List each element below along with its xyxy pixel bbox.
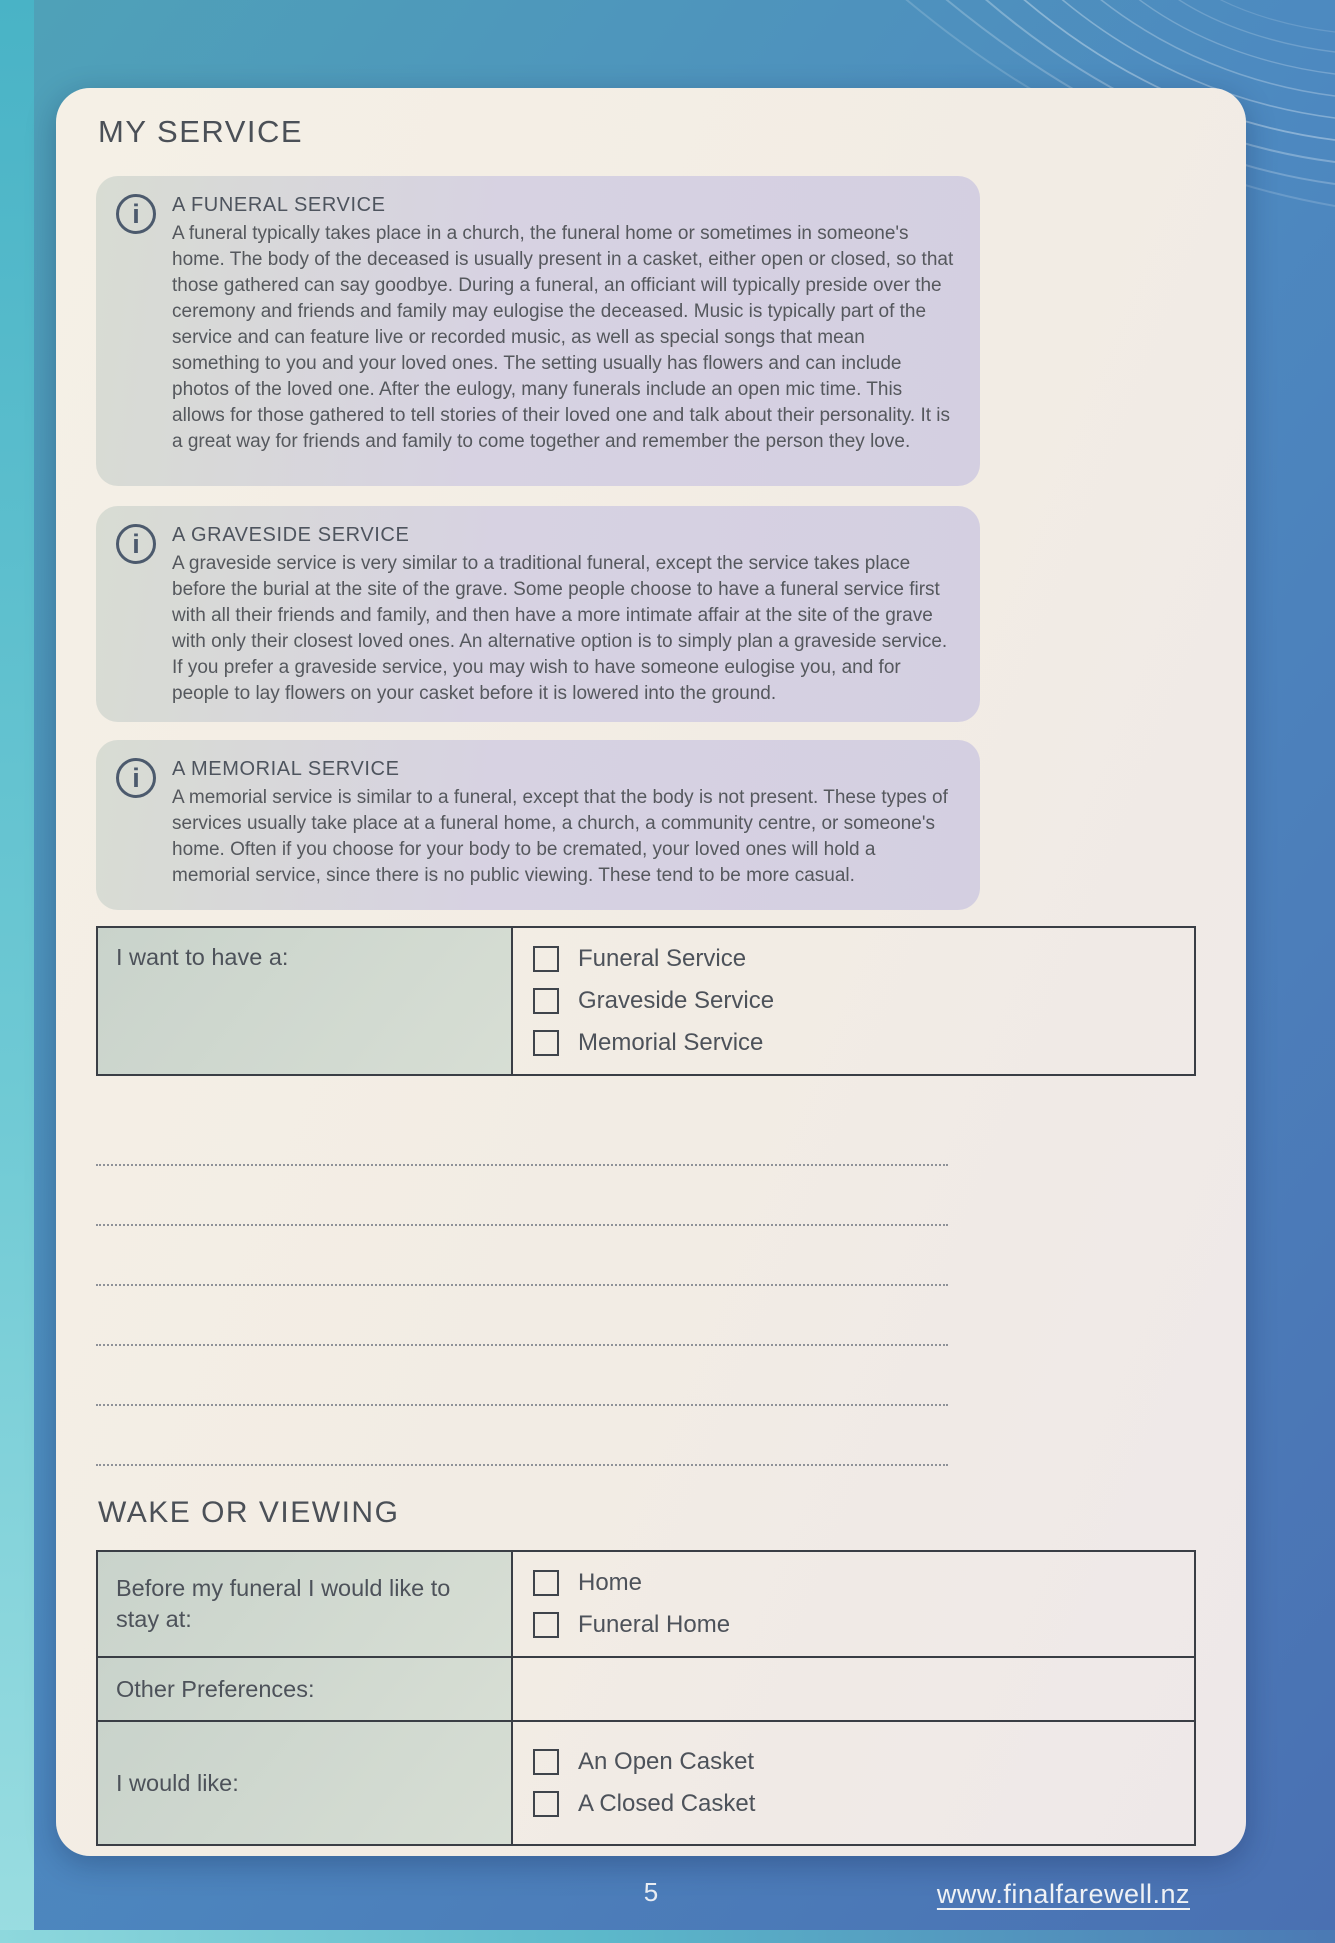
wake-viewing-table	[96, 1550, 1196, 1846]
checkbox-label: Graveside Service	[578, 987, 775, 1014]
wake-row-label: Other Preferences:	[98, 1658, 513, 1720]
wake-row-options	[513, 1722, 1194, 1844]
checkbox-home[interactable]	[533, 1570, 559, 1596]
service-table-label: I want to have a:	[98, 928, 513, 1074]
wake-row-label: Before my funeral I would like to stay at:	[98, 1552, 513, 1656]
checkbox-label: An Open Casket	[578, 1748, 755, 1775]
table-row	[98, 1552, 1194, 1658]
website-link[interactable]: www.finalfarewell.nz	[936, 1879, 1190, 1909]
info-box-memorial-service	[96, 740, 980, 910]
book-bottom-edge	[0, 1930, 1335, 1943]
checkbox-memorial-service[interactable]	[533, 1030, 559, 1056]
option-closed-casket	[533, 1790, 1174, 1818]
service-table-options	[513, 928, 1194, 1074]
option-home	[533, 1569, 1174, 1597]
info-box-heading: A FUNERAL SERVICE	[172, 194, 386, 216]
option-memorial-service	[533, 1029, 1174, 1057]
content-card	[56, 88, 1246, 1856]
wake-row-options	[513, 1552, 1194, 1656]
checkbox-label: Funeral Home	[578, 1611, 731, 1638]
info-box-body: A graveside service is very similar to a traditional funeral, except the service takes place before the burial at the site of the grave. Some people choose to have a funeral service first with all their friends and family, and then have a more intimate affair at the site of the grave with only their closest loved ones. An alternative option is to simply plan a graveside service. If you prefer a graveside service, you may wish to have someone eulogise you, and for people to lay flowers on your casket before it is lowered into the ground.	[172, 553, 948, 704]
writing-line[interactable]	[96, 1106, 948, 1166]
info-box-heading: A MEMORIAL SERVICE	[172, 758, 400, 780]
wake-section-title: WAKE OR VIEWING	[98, 1496, 400, 1529]
page-title: MY SERVICE	[98, 114, 304, 149]
info-box-graveside-service	[96, 506, 980, 722]
info-box-funeral-service	[96, 176, 980, 486]
checkbox-open-casket[interactable]	[533, 1749, 559, 1775]
writing-line[interactable]	[96, 1406, 948, 1466]
checkbox-closed-casket[interactable]	[533, 1791, 559, 1817]
writing-line[interactable]	[96, 1226, 948, 1286]
book-spine	[0, 0, 34, 1943]
service-selection-table	[96, 926, 1196, 1076]
option-graveside-service	[533, 987, 1174, 1015]
table-row	[98, 1658, 1194, 1722]
checkbox-funeral-service[interactable]	[533, 946, 559, 972]
writing-line[interactable]	[96, 1166, 948, 1226]
checkbox-label: Funeral Service	[578, 945, 747, 972]
table-row	[98, 1722, 1194, 1844]
wake-row-label: I would like:	[98, 1722, 513, 1844]
writing-line[interactable]	[96, 1286, 948, 1346]
info-box-body: A memorial service is similar to a funeral, except that the body is not present. These types of services usually take place at a funeral home, a church, a community centre, or someone's home. Often if you choose for your body to be cremated, your loved ones will hold a memorial service, since there is no public viewing. These tend to be more casual.	[172, 787, 948, 886]
info-icon: i	[116, 194, 156, 234]
option-funeral-home	[533, 1611, 1174, 1639]
option-open-casket	[533, 1748, 1174, 1776]
info-icon: i	[116, 758, 156, 798]
checkbox-graveside-service[interactable]	[533, 988, 559, 1014]
checkbox-label: Home	[578, 1569, 643, 1596]
notes-writing-area	[96, 1106, 948, 1466]
checkbox-label: A Closed Casket	[578, 1790, 756, 1817]
checkbox-label: Memorial Service	[578, 1029, 764, 1056]
page-footer	[56, 1877, 1246, 1917]
writing-line[interactable]	[96, 1346, 948, 1406]
info-box-heading: A GRAVESIDE SERVICE	[172, 524, 410, 546]
option-funeral-service	[533, 945, 1174, 973]
checkbox-funeral-home[interactable]	[533, 1612, 559, 1638]
info-box-body: A funeral typically takes place in a church, the funeral home or sometimes in someone's home. The body of the deceased is usually present in a casket, either open or closed, so that those gathered can say goodbye. During a funeral, an officiant will typically preside over the ceremony and friends and family may eulogise the deceased. Music is typically part of the service and can feature live or recorded music, as well as special songs that mean something to you and your loved ones. The setting usually has flowers and can include photos of the loved one. After the eulogy, many funerals include an open mic time. This allows for those gathered to tell stories of their loved one and talk about their personality. It is a great way for friends and family to come together and remember the person they love.	[172, 223, 954, 452]
info-icon: i	[116, 524, 156, 564]
other-preferences-writein[interactable]	[513, 1658, 1194, 1720]
page-number: 5	[643, 1877, 659, 1907]
